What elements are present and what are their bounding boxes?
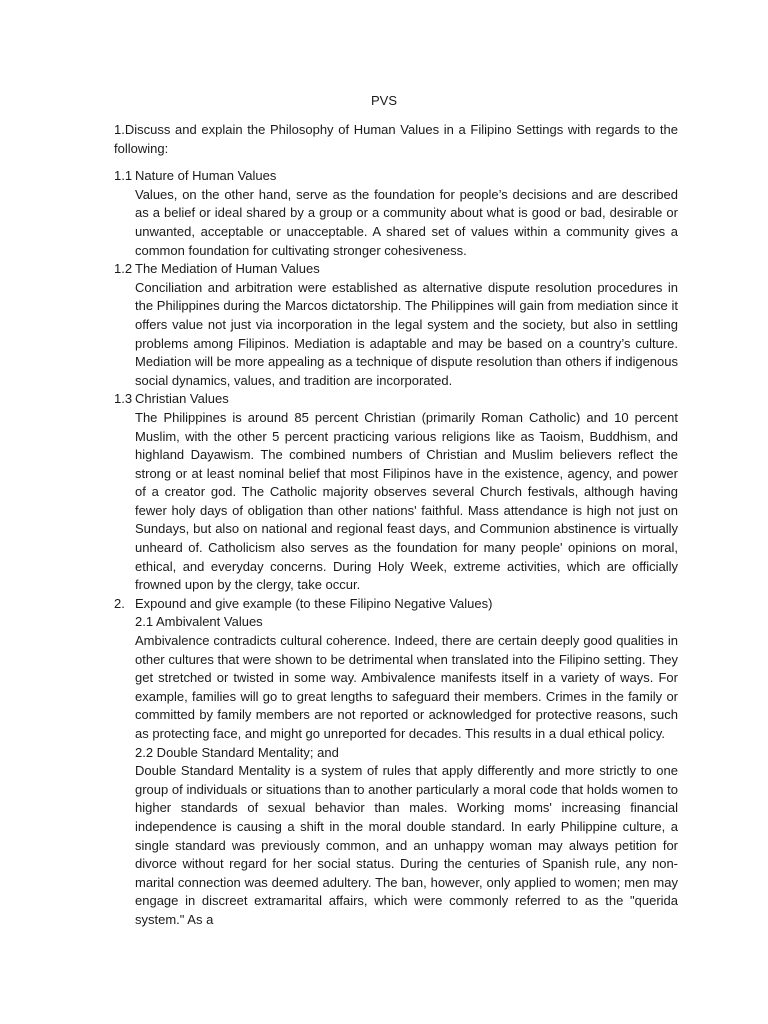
section-1-1 <box>114 167 678 260</box>
section-number: 1.3 <box>114 391 133 407</box>
question-number: 2. <box>114 595 125 611</box>
section-1-2 <box>114 260 678 390</box>
section-heading <box>114 260 678 279</box>
subsection-2-1-body: Ambivalence contradicts cultural coherence. Indeed, there are certain deeply good qualities in other cultures that were shown to be detrimental when translated into the Filipino setting. They get stretched or twisted in some way. Ambivalence manifests itself in a variety of ways. For example, families will go to great lengths to safeguard their members. Crimes in the family or committed by family members are not reported or acknowledged for protective reasons, such as protecting face, and might go unreported for decades. This results in a dual ethical policy. <box>135 633 678 741</box>
section-body: The Philippines is around 85 percent Christian (primarily Roman Catholic) and 10 percent Muslim, with the other 5 percent practicing various religions like as Taoism, Buddhism, and highland Dayawism. The combined numbers of Christian and Muslim believers reflect the strong or at least nominal belief that most Filipinos have in the existence, agency, and power of a creator god. The Catholic majority observes several Church festivals, although having fewer holy days of obligation than other nations' faithful. Mass attendance is high not just on Sundays, but also on national and regional feast days, and Communion abstinence is virtually unheard of. Catholicism also serves as the foundation for many people' opinions on moral, ethical, and everyday concerns. During Holy Week, extreme activities, which are officially frowned upon by the clergy, take occur. <box>135 409 678 593</box>
question-2-heading <box>114 595 678 614</box>
section-number: 1.2 <box>114 261 133 277</box>
section-title: Christian Values <box>135 391 229 407</box>
question-1: 1.Discuss and explain the Philosophy of Human Values in a Filipino Settings with regards to the following: <box>114 122 678 156</box>
paragraph-gap <box>114 158 678 167</box>
document-body <box>114 121 678 930</box>
section-1-3 <box>114 390 678 595</box>
document-title: PVS <box>370 93 397 108</box>
subsection-2-2-heading: 2.2 Double Standard Mentality; and <box>135 744 339 760</box>
section-heading <box>114 390 678 409</box>
question-text: Expound and give example (to these Filipino Negative Values) <box>135 595 493 611</box>
subsection-2-2-body: Double Standard Mentality is a system of rules that apply differently and more strictly to one group of individuals or situations than to another particularly a moral code that holds women to higher standards of sexual behavior than males. Working moms' increasing financial independence is causing a shift in the moral double standard. In early Philippine culture, a single standard was previously common, and an unhappy woman may always petition for divorce without regard for her social status. During the centuries of Spanish rule, any non-marital connection was deemed adultery. The ban, however, only applied to women; men may engage in discreet extramarital affairs, which were commonly referred to as the "querida system." As a <box>135 763 678 927</box>
section-title: The Mediation of Human Values <box>135 261 320 277</box>
section-title: Nature of Human Values <box>135 168 277 184</box>
question-2 <box>114 595 678 930</box>
section-body: Values, on the other hand, serve as the foundation for people’s decisions and are described as a belief or ideal shared by a group or a community about what is good or bad, desirable or unwanted, acceptable or unacceptable. A shared set of values within a community gives a common foundation for cultivating stronger cohesiveness. <box>135 186 678 258</box>
subsection-2-1-heading: 2.1 Ambivalent Values <box>135 614 263 630</box>
section-number: 1.1 <box>114 168 133 184</box>
section-heading <box>114 167 678 186</box>
section-body: Conciliation and arbitration were established as alternative dispute resolution procedures in the Philippines during the Marcos dictatorship. The Philippines will gain from mediation since it offers value not just via incorporation in the legal system and the society, but also in settling problems among Filipinos. Mediation is adaptable and may be based on a country’s culture. Mediation will be more appealing as a technique of dispute resolution than others if indigenous social dynamics, values, and tradition are incorporated. <box>135 279 678 388</box>
